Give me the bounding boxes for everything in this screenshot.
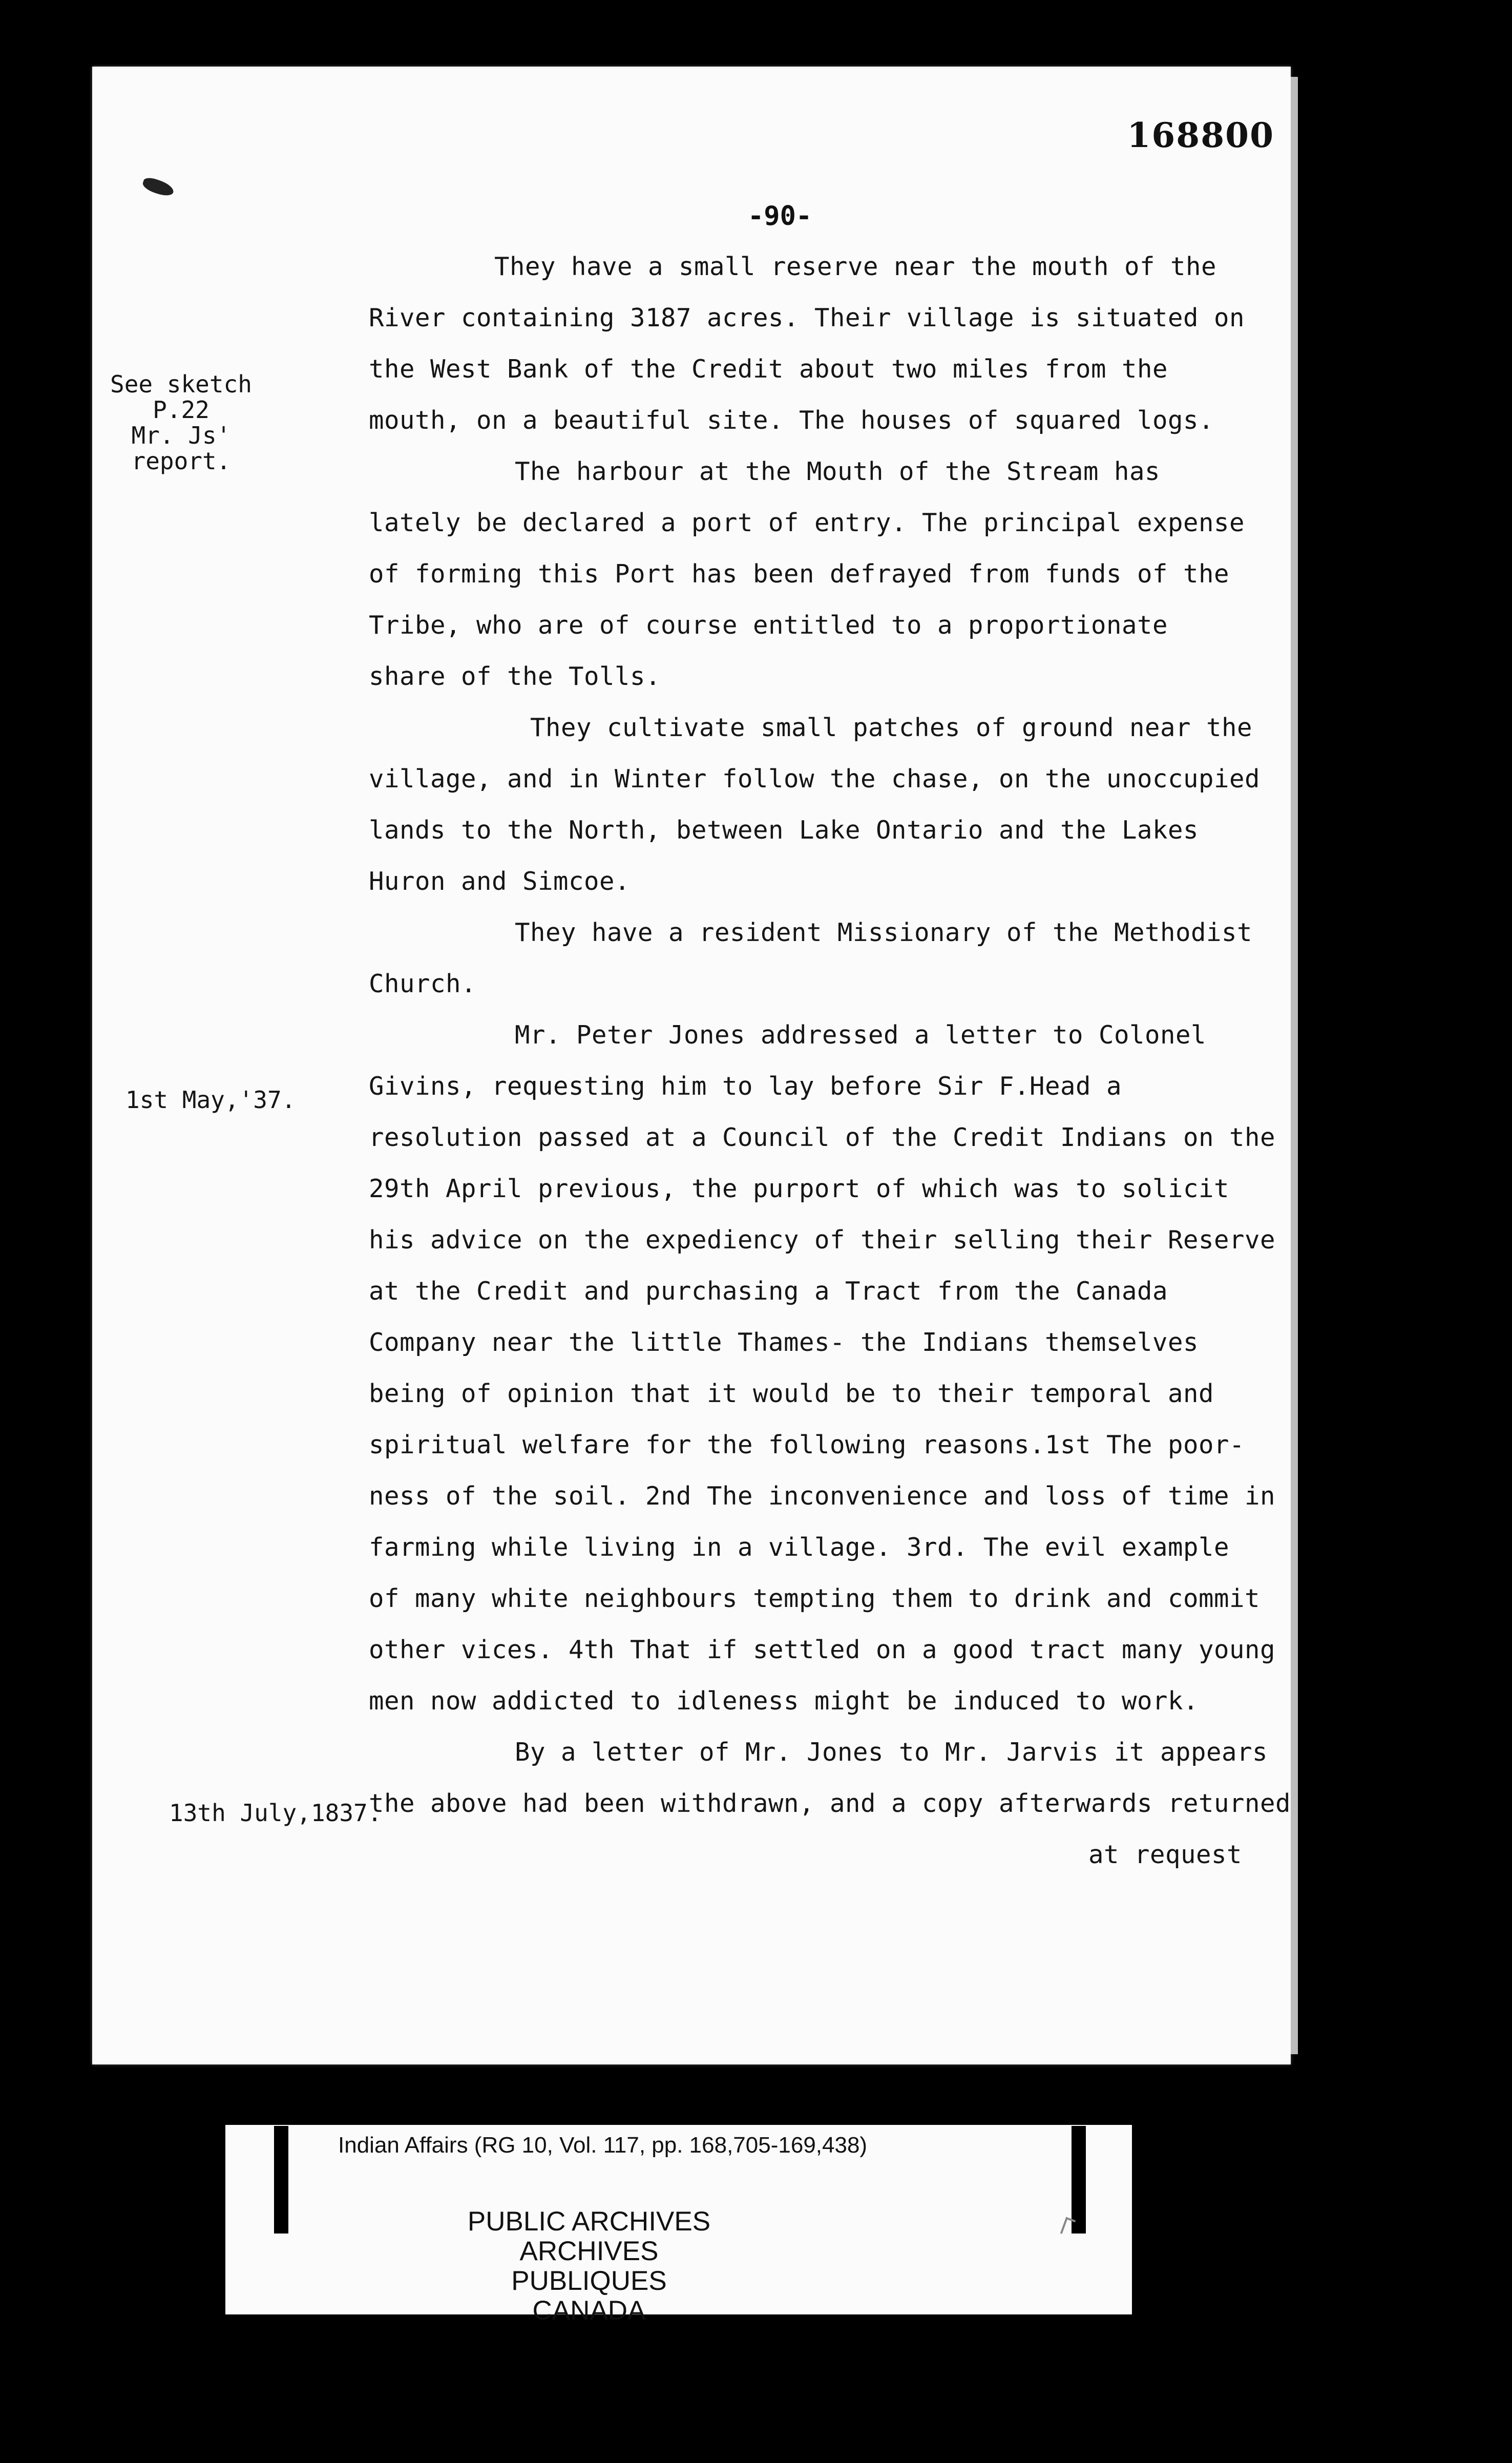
- margin-note-line: P.22: [153, 396, 209, 424]
- margin-note-line: report.: [131, 447, 231, 475]
- text-line: lately be declared a port of entry. The principal expense: [369, 508, 1245, 537]
- text-line: Huron and Simcoe.: [369, 867, 631, 896]
- page-number: -90-: [748, 201, 812, 232]
- text-line: They have a small reserve near the mouth of the: [494, 252, 1217, 281]
- text-line: village, and in Winter follow the chase, on the unoccupied: [369, 764, 1261, 794]
- text-line: Company near the little Thames- the Indians themselves: [369, 1328, 1199, 1357]
- text-line: mouth, on a beautiful site. The houses of squared logs.: [369, 406, 1214, 435]
- text-line: the West Bank of the Credit about two miles from the: [369, 354, 1168, 384]
- text-line: other vices. 4th That if settled on a good tract many young: [369, 1635, 1276, 1664]
- text-line: of forming this Port has been defrayed from funds of the: [369, 559, 1230, 589]
- text-line: Mr. Peter Jones addressed a letter to Colonel: [515, 1020, 1207, 1050]
- text-line: They have a resident Missionary of the Methodist: [515, 918, 1253, 947]
- margin-note-date2: 13th July,1837.: [169, 1799, 382, 1827]
- text-line: Givins, requesting him to lay before Sir F.Head a: [369, 1072, 1122, 1101]
- text-line: share of the Tolls.: [369, 662, 661, 691]
- text-line: farming while living in a village. 3rd. The evil example: [369, 1533, 1230, 1562]
- text-line: spiritual welfare for the following reasons.1st The poor-: [369, 1430, 1245, 1459]
- text-line: Tribe, who are of course entitled to a proportionate: [369, 611, 1168, 640]
- label-clip-left: [274, 2126, 288, 2234]
- text-line: of many white neighbours tempting them to drink and commit: [369, 1584, 1261, 1613]
- text-line: his advice on the expediency of their selling their Reserve: [369, 1225, 1276, 1255]
- margin-note-line: See sketch: [110, 370, 252, 398]
- text-line: the above had been withdrawn, and a copy afterwards returned: [369, 1789, 1291, 1818]
- text-line: resolution passed at a Council of the Credit Indians on the: [369, 1123, 1276, 1152]
- text-line: 29th April previous, the purport of which was to solicit: [369, 1174, 1230, 1203]
- document-page: [92, 67, 1291, 2064]
- archive-name: [461, 2207, 717, 2326]
- text-line: They cultivate small patches of ground near the: [530, 713, 1253, 742]
- archive-name-line: ARCHIVES PUBLIQUES: [511, 2236, 667, 2296]
- text-line: being of opinion that it would be to their temporal and: [369, 1379, 1214, 1408]
- text-line: at the Credit and purchasing a Tract from the Canada: [369, 1277, 1168, 1306]
- page-edge: [1291, 77, 1298, 2054]
- text-line: Church.: [369, 969, 477, 998]
- margin-note-date1: 1st May,'37.: [125, 1086, 296, 1114]
- document-number: 168800: [1127, 115, 1274, 155]
- margin-note-sketch: [110, 371, 252, 474]
- text-line: The harbour at the Mouth of the Stream has: [515, 457, 1161, 486]
- text-line: lands to the North, between Lake Ontario and the Lakes: [369, 816, 1199, 845]
- text-line: ness of the soil. 2nd The inconvenience and loss of time in: [369, 1481, 1276, 1511]
- ink-mark-icon: [141, 176, 176, 198]
- text-line: at request: [1088, 1840, 1243, 1869]
- text-line: By a letter of Mr. Jones to Mr. Jarvis it appears: [515, 1738, 1268, 1767]
- archive-citation: Indian Affairs (RG 10, Vol. 117, pp. 168,705-169,438): [338, 2133, 868, 2158]
- margin-note-line: Mr. Js': [131, 422, 231, 449]
- text-line: River containing 3187 acres. Their village is situated on: [369, 303, 1245, 332]
- label-clip-right: [1072, 2126, 1086, 2234]
- text-line: men now addicted to idleness might be induced to work.: [369, 1686, 1199, 1716]
- archive-name-line: CANADA: [532, 2295, 646, 2326]
- archive-name-line: PUBLIC ARCHIVES: [467, 2206, 711, 2237]
